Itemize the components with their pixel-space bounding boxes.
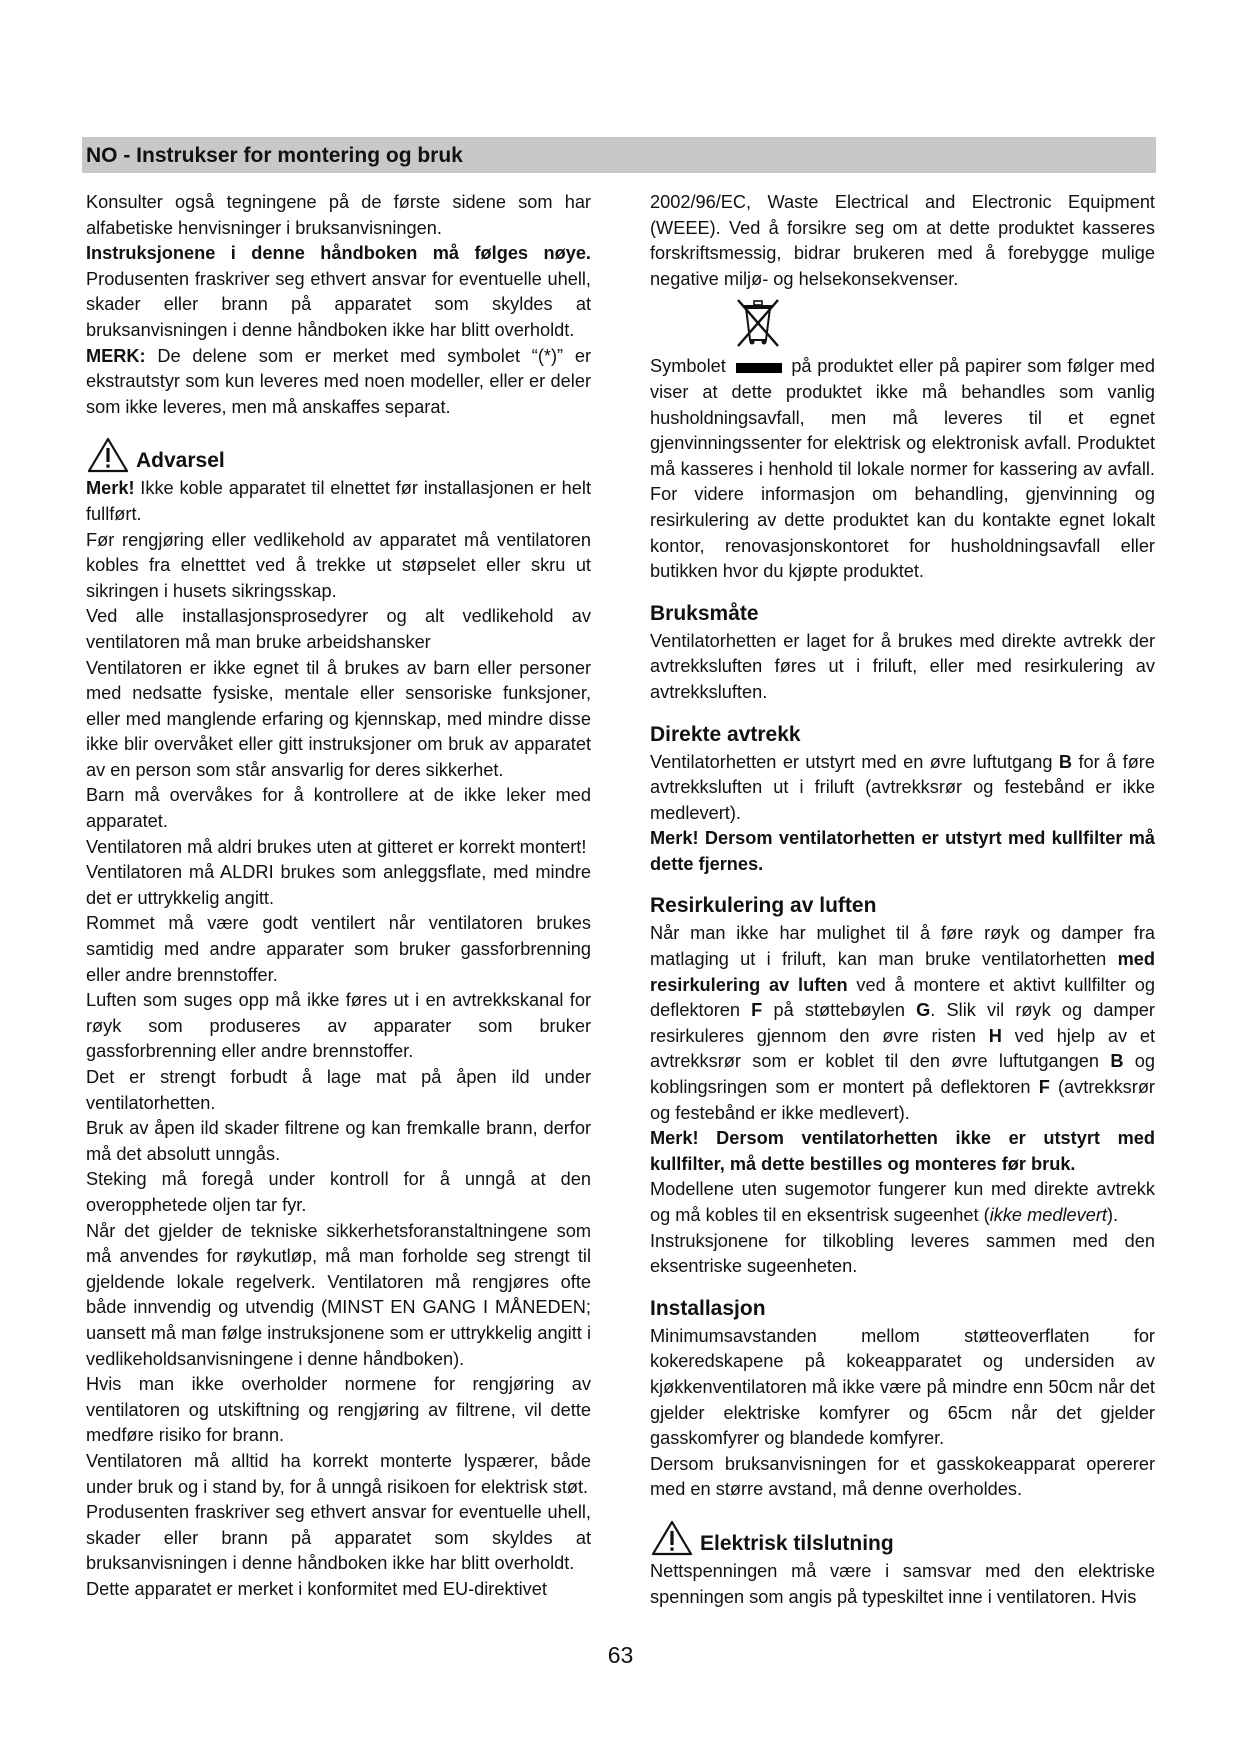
warning-p3: Ventilatoren er ikke egnet til å brukes av barn eller personer med nedsatte fysiske, mentale eller sensoriske funksjoner, eller med manglende erfaring og kjennskap, med mindre disse ikke blir overvåket eller gitt instruksjoner om bruk av apparatet av en person som står ansvarlig for deres sikkerhet. bbox=[86, 657, 591, 780]
instr-paragraph: Instruksjonene for tilkobling leveres sammen med den eksentriske sugeenheten. bbox=[650, 1230, 1155, 1277]
warning-heading: Advarsel bbox=[86, 436, 591, 474]
warning-p10: Bruk av åpen ild skader filtrene og kan fremkalle brann, derfor må det absolutt unngås. bbox=[86, 1118, 591, 1164]
resirk-note: Merk! Dersom ventilatorhetten ikke er utstyrt med kullfilter, må dette bestilles og monteres før bruk. bbox=[650, 1128, 1155, 1174]
warning-triangle-icon bbox=[86, 436, 130, 474]
bruksmate-paragraph: Ventilatorhetten er laget for å brukes med direkte avtrekk der avtrekksluften føres ut i friluft, eller med resirkulering av avtrekksluften. bbox=[650, 630, 1155, 702]
elektrisk-heading: Elektrisk tilslutning bbox=[650, 1519, 1155, 1557]
elektrisk-paragraph: Nettspenningen må være i samsvar med den elektriske spenningen som angis på typeskiltet inne i ventilatoren. Hvis bbox=[650, 1560, 1155, 1607]
warning-p2: Ved alle installasjonsprosedyrer og alt vedlikehold av ventilatoren må man bruke arbeidshansker bbox=[86, 606, 591, 652]
warning-p5: Ventilatoren må aldri brukes uten at gitteret er korrekt montert! bbox=[86, 836, 587, 857]
warning-p12: Når det gjelder de tekniske sikkerhetsforanstaltningene som må anvendes for røykutløp, må man forholde seg strengt til gjeldende lokale regelverk. Ventilatoren må rengjøres ofte både innvendig og utvendig (MINST EN GANG I MÅNEDEN; uansett må man følge instruksjonene som er uttrykkelig angitt i vedlikeholdsanvisningene i denne håndboken). bbox=[86, 1220, 591, 1369]
model-paragraph: Modellene uten sugemotor fungerer kun med direkte avtrekk og må kobles til en eksentrisk sugeenhet (ikke medlevert). bbox=[650, 1179, 1155, 1225]
intro-paragraph: Konsulter også tegningene på de første sidene som har alfabetiske henvisninger i bruksanvisningen. bbox=[86, 192, 591, 238]
warning-p6: Ventilatoren må ALDRI brukes som anleggsflate, med mindre det er uttrykkelig angitt. bbox=[86, 862, 591, 908]
warning-p8: Luften som suges opp må ikke føres ut i en avtrekkskanal for røyk som produseres av apparater som bruker gassforbrenning eller andre brennstoffer. bbox=[86, 990, 591, 1062]
warning-p11: Steking må foregå under kontroll for å unngå at den overopphetede oljen tar fyr. bbox=[86, 1169, 591, 1215]
warning-p4: Barn må overvåkes for å kontrollere at de ikke leker med apparatet. bbox=[86, 785, 591, 832]
merk-paragraph: Merk! Ikke koble apparatet til elnettet før installasjonen er helt fullført. bbox=[86, 478, 591, 524]
section-title: NO - Instrukser for montering og bruk bbox=[86, 144, 463, 167]
direkte-note: Merk! Dersom ventilatorhetten er utstyrt med kullfilter må dette fjernes. bbox=[650, 828, 1155, 874]
heading-bruksmate: Bruksmåte bbox=[650, 601, 759, 625]
right-column bbox=[650, 190, 1155, 1610]
heading-installasjon: Installasjon bbox=[650, 1296, 766, 1320]
section-header bbox=[82, 137, 1156, 173]
warning-p16: Dette apparatet er merket i konformitet med EU-direktivet bbox=[86, 1578, 547, 1599]
page-number: 63 bbox=[607, 1642, 634, 1668]
direkte-paragraph: Ventilatorhetten er utstyrt med en øvre luftutgang B for å føre avtrekksluften ut i friluft (avtrekksrør og festebånd er ikke medlevert). bbox=[650, 751, 1155, 823]
warning-p14: Ventilatoren må alltid ha korrekt monterte lyspærer, både under bruk og i stand by, for å unngå risikoen for elektrisk støt. bbox=[86, 1450, 591, 1497]
symbol-paragraph: Symbolet på produktet eller på papirer som følger med viser at dette produktet ikke må behandles som vanlig husholdningsavfall, men må leveres til et egnet gjenvinningssenter for elektrisk og elektronisk avfall. Produktet må kasseres i henhold til lokale normer for kassering av avfall. For videre informasjon om behandling, gjenvinning og resirkulering av dette produktet kan du kontakte egnet lokalt kontor, renovasjonskontoret for husholdningsavfall eller butikken hvor du kjøpte produktet. bbox=[650, 356, 1155, 582]
install-paragraph-1: Minimumsavstanden mellom støtteoverflaten for kokeredskapene på kokeapparatet og undersiden av kjøkkenventilatoren må ikke være på mindre enn 50cm når det gjelder elektriske komfyrer og 65cm når det gjelder gasskomfyrer og blandede komfyrer. bbox=[650, 1325, 1155, 1449]
crossed-out-bin-icon bbox=[730, 296, 786, 348]
warning-p1: Før rengjøring eller vedlikehold av apparatet må ventilatoren kobles fra elnetttet ved å trekke ut støpselet eller skru ut sikringen i husets sikringsskap. bbox=[86, 529, 591, 601]
weee-paragraph: 2002/96/EC, Waste Electrical and Electronic Equipment (WEEE). Ved å forsikre seg om at dette produktet kasseres forskriftsmessig, bidrar brukeren med å forebygge mulige negative miljø- og helsekonsekvenser. bbox=[650, 192, 1155, 289]
black-bar-symbol bbox=[736, 363, 782, 373]
note-paragraph: MERK: De delene som er merket med symbolet “(*)” er ekstrautstyr som kun leveres med noen modeller, eller er deler som ikke leveres, men må anskaffes separat. bbox=[86, 345, 591, 417]
resirk-paragraph: Når man ikke har mulighet til å føre røyk og damper fra matlaging ut i friluft, kan man bruke ventilatorhetten med resirkulering av luften ved å montere et aktivt kullfilter og deflektoren F på støttebøylen G. Slik vil røyk og damper resirkuleres gjennom den øvre risten H ved hjelp av et avtrekksrør som er koblet til den øvre luftutgangen B og koblingsringen som er montert på deflektoren F (avtrekksrør og festebånd er ikke medlevert). bbox=[650, 923, 1155, 1123]
warning-p7: Rommet må være godt ventilert når ventilatoren brukes samtidig med andre apparater som bruker gassforbrenning eller andre brennstoffer. bbox=[86, 913, 591, 985]
warning-p15: Produsenten fraskriver seg ethvert ansvar for eventuelle uhell, skader eller brann på apparatet som skyldes at bruksanvisningen i denne håndboken ikke har blitt overholdt. bbox=[86, 1502, 591, 1574]
warning-p9: Det er strengt forbudt å lage mat på åpen ild under ventilatorhetten. bbox=[86, 1067, 591, 1113]
warning-p13: Hvis man ikke overholder normene for rengjøring av ventilatoren og utskiftning og rengjøring av filtrene, vil dette medføre risiko for brann. bbox=[86, 1374, 591, 1446]
install-paragraph-2: Dersom bruksanvisningen for et gasskokeapparat opererer med en større avstand, må denne overholdes. bbox=[650, 1453, 1155, 1500]
intro-instructions: Instruksjonene i denne håndboken må følges nøye. Produsenten fraskriver seg ethvert ansvar for eventuelle uhell, skader eller brann på apparatet som skyldes at bruksanvisningen i denne håndboken ikke har blitt overholdt. bbox=[86, 243, 591, 340]
left-column bbox=[86, 190, 591, 1602]
heading-direkte-avtrekk: Direkte avtrekk bbox=[650, 722, 801, 746]
heading-resirkulering: Resirkulering av luften bbox=[650, 894, 877, 918]
warning-triangle-icon bbox=[650, 1519, 694, 1557]
